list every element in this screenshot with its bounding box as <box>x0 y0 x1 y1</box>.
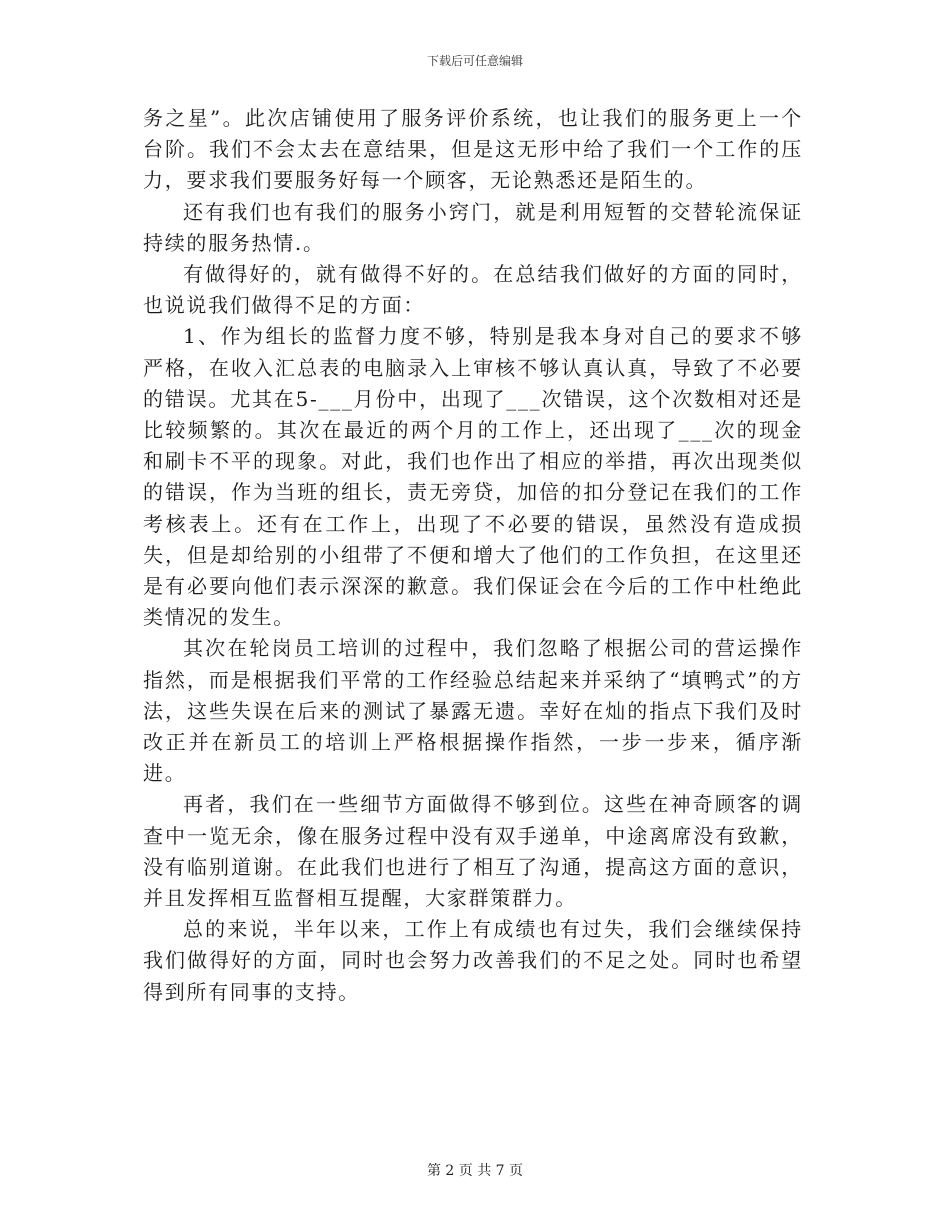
page-header: 下载后可任意编辑 <box>426 54 523 68</box>
paragraph: 再者，我们在一些细节方面做得不够到位。这些在神奇顾客的调查中一览无余，像在服务过程中没有双手递单，中途离席没有致歉，没有临别道谢。在此我们也进行了相互了沟通，提高这方面的意识，并且发挥相互监督相互提醒，大家群策群力。 <box>143 792 803 911</box>
paragraph: 务之星”。此次店铺使用了服务评价系统，也让我们的服务更上一个台阶。我们不会太去在意结果，但是这无形中给了我们一个工作的压力，要求我们要服务好每一个顾客，无论熟悉还是陌生的。 <box>143 106 803 193</box>
paragraph: 有做得好的，就有做得不好的。在总结我们做好的方面的同时，也说说我们做得不足的方面： <box>143 262 803 318</box>
page-footer: 第 2 页 共 7 页 <box>426 1163 524 1179</box>
document-body <box>143 103 803 1008</box>
paragraph: 其次在轮岗员工培训的过程中，我们忽略了根据公司的营运操作指然，而是根据我们平常的工作经验总结起来并采纳了“填鸭式”的方法，这些失误在后来的测试了暴露无遗。幸好在灿的指点下我们及时改正并在新员工的培训上严格根据操作指然，一步一步来，循序渐进。 <box>143 636 803 786</box>
paragraph: 总的来说，半年以来，工作上有成绩也有过失，我们会继续保持我们做得好的方面，同时也会努力改善我们的不足之处。同时也希望得到所有同事的支持。 <box>143 917 803 1004</box>
paragraph: 还有我们也有我们的服务小窍门，就是利用短暂的交替轮流保证持续的服务热情.。 <box>143 199 803 255</box>
paragraph: 1、作为组长的监督力度不够，特别是我本身对自己的要求不够严格，在收入汇总表的电脑录入上审核不够认真认真，导致了不必要的错误。尤其在5-___月份中，出现了___次错误，这个次数相对还是比较频繁的。其次在最近的两个月的工作上，还出现了___次的现金和刷卡不平的现象。对此，我们也作出了相应的举措，再次出现类似的错误，作为当班的组长，责无旁贷，加倍的扣分登记在我们的工作考核表上。还有在工作上，出现了不必要的错误，虽然没有造成损失，但是却给别的小组带了不便和增大了他们的工作负担，在这里还是有必要向他们表示深深的歉意。我们保证会在今后的工作中杜绝此类情况的发生。 <box>143 324 803 630</box>
